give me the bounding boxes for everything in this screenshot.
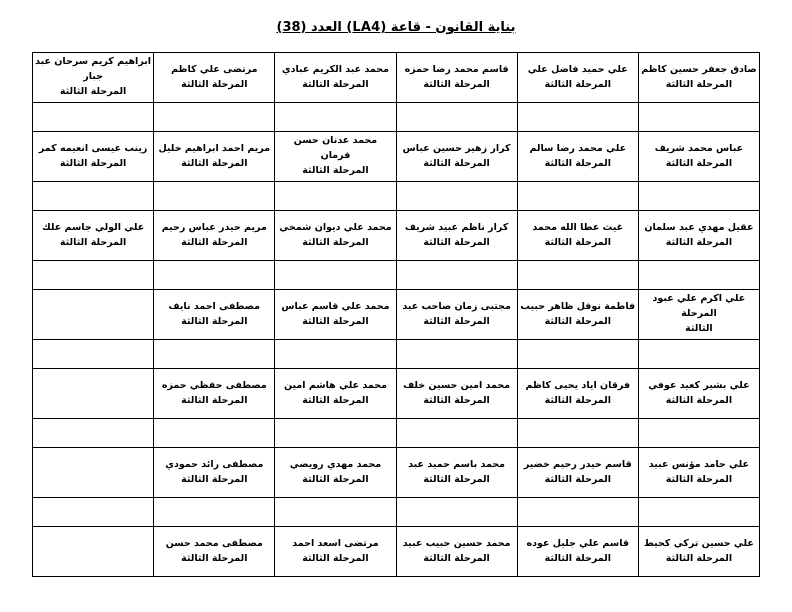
student-name: عقيل مهدي عبد سلمان — [644, 221, 754, 233]
student-name: محمد عدنان حسن فرمان — [293, 135, 378, 162]
empty-cell — [154, 261, 275, 290]
empty-cell — [638, 419, 759, 448]
student-stage: المرحلة الثالثة — [544, 315, 611, 327]
student-cell — [154, 211, 275, 261]
student-cell — [517, 448, 638, 498]
empty-cell — [638, 103, 759, 132]
student-cell — [154, 290, 275, 340]
student-name: غيث عطا الله محمد — [532, 221, 624, 233]
student-name: مريم احمد ابراهيم خليل — [158, 142, 271, 154]
empty-cell — [154, 498, 275, 527]
empty-cell — [638, 261, 759, 290]
student-name: فاطمة نوفل ظاهر حبيب — [520, 300, 636, 312]
empty-cell — [33, 498, 154, 527]
empty-cell — [638, 340, 759, 369]
empty-cell — [396, 498, 517, 527]
student-stage: المرحلة الثالثة — [423, 315, 490, 327]
spacer-row — [33, 261, 760, 290]
student-cell — [638, 369, 759, 419]
student-cell — [33, 211, 154, 261]
student-stage: المرحلة الثالثة — [544, 552, 611, 564]
student-stage: المرحلة الثالثة — [423, 394, 490, 406]
student-name: زينب عيسى انعيمه كمر — [38, 142, 148, 154]
student-cell — [396, 369, 517, 419]
student-name: مصطفى رائد حمودي — [165, 458, 264, 470]
student-cell — [396, 448, 517, 498]
student-name: ابراهيم كريم سرحان عبد جبار — [35, 56, 152, 83]
student-stage: المرحلة الثالثة — [665, 157, 733, 169]
empty-cell — [33, 182, 154, 211]
empty-cell — [396, 261, 517, 290]
empty-cell — [33, 290, 154, 340]
seating-table-body — [33, 53, 760, 577]
student-stage: المرحلة الثالثة — [181, 394, 248, 406]
student-row — [33, 527, 760, 577]
student-cell — [275, 369, 396, 419]
empty-cell — [154, 103, 275, 132]
spacer-row — [33, 182, 760, 211]
student-row — [33, 132, 760, 182]
student-name: فرقان اياد يحيى كاظم — [525, 379, 631, 391]
student-cell — [638, 527, 759, 577]
empty-cell — [517, 340, 638, 369]
spacer-row — [33, 498, 760, 527]
student-name: صادق جعفر حسين كاظم — [641, 63, 757, 75]
student-cell — [396, 132, 517, 182]
student-cell — [638, 448, 759, 498]
empty-cell — [33, 448, 154, 498]
student-cell — [517, 132, 638, 182]
student-stage: المرحلة الثالثة — [423, 552, 490, 564]
student-cell — [275, 211, 396, 261]
empty-cell — [33, 527, 154, 577]
empty-cell — [154, 182, 275, 211]
student-name: عباس محمد شريف — [654, 142, 744, 154]
empty-cell — [517, 103, 638, 132]
student-row — [33, 211, 760, 261]
empty-cell — [33, 103, 154, 132]
student-stage: المرحلة الثالثة — [544, 157, 611, 169]
empty-cell — [396, 419, 517, 448]
student-stage: المرحلة الثالثة — [544, 473, 611, 485]
student-name: مريم حيدر عباس رحيم — [161, 221, 267, 233]
empty-cell — [275, 340, 396, 369]
student-cell — [396, 290, 517, 340]
student-stage: المرحلة الثالثة — [423, 78, 490, 90]
student-name: كرار ناظم عبيد شريف — [404, 221, 509, 233]
exam-hall-seating-table — [32, 52, 760, 577]
student-stage: المرحلة الثالثة — [544, 78, 611, 90]
empty-cell — [517, 261, 638, 290]
student-cell — [517, 369, 638, 419]
student-stage: المرحلة الثالثة — [302, 473, 369, 485]
empty-cell — [517, 419, 638, 448]
student-cell — [154, 369, 275, 419]
student-name: قاسم حيدر رحيم خضير — [523, 458, 632, 470]
spacer-row — [33, 103, 760, 132]
student-stage: المرحلة الثالثة — [423, 157, 490, 169]
student-name: علي حميد فاضل علي — [527, 63, 628, 75]
empty-cell — [33, 261, 154, 290]
student-stage: المرحلة الثالثة — [423, 473, 490, 485]
student-stage: الثالثة — [685, 322, 713, 334]
student-stage: المرحلة الثالثة — [302, 164, 369, 176]
student-cell — [33, 132, 154, 182]
student-stage: المرحلة الثالثة — [665, 78, 733, 90]
student-name: مصطفى حفظي حمزه — [161, 379, 267, 391]
student-stage: المرحلة الثالثة — [665, 552, 733, 564]
empty-cell — [33, 419, 154, 448]
student-name: محمد باسم حميد عبد — [408, 458, 506, 470]
spacer-row — [33, 340, 760, 369]
student-stage: المرحلة الثالثة — [302, 394, 369, 406]
student-cell — [154, 448, 275, 498]
student-cell — [275, 132, 396, 182]
student-cell — [275, 290, 396, 340]
empty-cell — [33, 369, 154, 419]
student-stage: المرحلة الثالثة — [302, 78, 369, 90]
student-stage: المرحلة الثالثة — [665, 394, 733, 406]
student-name: محمد علي قاسم عباس — [281, 300, 390, 312]
student-name: محمد حسين حبيب عبيد — [402, 537, 511, 549]
student-name: محمد عبد الكريم عبادي — [281, 63, 390, 75]
student-stage: المرحلة الثالثة — [181, 78, 248, 90]
student-stage: المرحلة الثالثة — [302, 315, 369, 327]
empty-cell — [33, 340, 154, 369]
student-name: محمد علي ديوان شمخي — [279, 221, 392, 233]
student-cell — [275, 448, 396, 498]
student-name: قاسم علي جليل عوده — [526, 537, 630, 549]
empty-cell — [517, 182, 638, 211]
empty-cell — [638, 498, 759, 527]
student-stage: المرحلة الثالثة — [181, 157, 248, 169]
student-stage: المرحلة الثالثة — [423, 236, 490, 248]
empty-cell — [275, 182, 396, 211]
student-row — [33, 53, 760, 103]
student-name: علي بشير كعيد عوفي — [648, 379, 750, 391]
student-name: علي محمد رضا سالم — [529, 142, 627, 154]
student-cell — [638, 53, 759, 103]
spacer-row — [33, 419, 760, 448]
student-stage: المرحلة الثالثة — [181, 552, 248, 564]
student-stage: المرحلة الثالثة — [59, 85, 127, 97]
student-stage: المرحلة الثالثة — [59, 236, 127, 248]
student-cell — [517, 53, 638, 103]
student-name: محمد مهدي رويضي — [289, 458, 382, 470]
student-stage: المرحلة الثالثة — [544, 394, 611, 406]
student-cell — [154, 527, 275, 577]
student-name: علي الولي جاسم علك — [41, 221, 145, 233]
empty-cell — [396, 103, 517, 132]
student-cell — [396, 53, 517, 103]
student-name: علي حامد مؤنس عبيد — [648, 458, 750, 470]
student-cell — [154, 53, 275, 103]
student-stage: المرحلة الثالثة — [665, 473, 733, 485]
student-stage: المرحلة الثالثة — [181, 473, 248, 485]
student-row — [33, 369, 760, 419]
empty-cell — [396, 182, 517, 211]
student-cell — [638, 211, 759, 261]
student-stage: المرحلة الثالثة — [181, 236, 248, 248]
student-cell — [396, 527, 517, 577]
empty-cell — [638, 182, 759, 211]
student-name: مصطفى محمد حسن — [165, 537, 263, 549]
student-name: محمد علي هاشم امين — [283, 379, 387, 391]
student-cell — [275, 53, 396, 103]
student-row — [33, 290, 760, 340]
student-stage: المرحلة الثالثة — [665, 236, 733, 248]
empty-cell — [154, 419, 275, 448]
student-stage: المرحلة الثالثة — [302, 552, 369, 564]
student-name: علي اكرم علي عبود المرحلة — [652, 293, 746, 320]
empty-cell — [396, 340, 517, 369]
student-cell — [396, 211, 517, 261]
student-name: قاسم محمد رضا حمزه — [404, 63, 509, 75]
student-name: مصطفى احمد نايف — [168, 300, 261, 312]
empty-cell — [275, 103, 396, 132]
student-cell — [33, 53, 154, 103]
student-name: مجتبى زمان صاحب عبد — [402, 300, 511, 312]
student-cell — [638, 290, 759, 340]
empty-cell — [517, 498, 638, 527]
student-stage: المرحلة الثالثة — [59, 157, 127, 169]
student-name: علي حسين تركي كحيط — [643, 537, 754, 549]
student-cell — [154, 132, 275, 182]
empty-cell — [275, 261, 396, 290]
student-cell — [517, 527, 638, 577]
page-title: بناية القانون - قاعة (LA4) العدد (38) — [276, 20, 516, 35]
student-cell — [517, 211, 638, 261]
student-stage: المرحلة الثالثة — [544, 236, 611, 248]
student-name: مرتضى اسعد احمد — [292, 537, 379, 549]
student-stage: المرحلة الثالثة — [181, 315, 248, 327]
student-cell — [517, 290, 638, 340]
student-row — [33, 448, 760, 498]
student-name: مرتضى علي كاظم — [171, 63, 258, 75]
empty-cell — [275, 419, 396, 448]
empty-cell — [275, 498, 396, 527]
student-cell — [275, 527, 396, 577]
student-stage: المرحلة الثالثة — [302, 236, 369, 248]
student-name: كرار زهير حسين عباس — [402, 142, 511, 154]
empty-cell — [154, 340, 275, 369]
student-name: محمد امين حسين خلف — [403, 379, 511, 391]
student-cell — [638, 132, 759, 182]
